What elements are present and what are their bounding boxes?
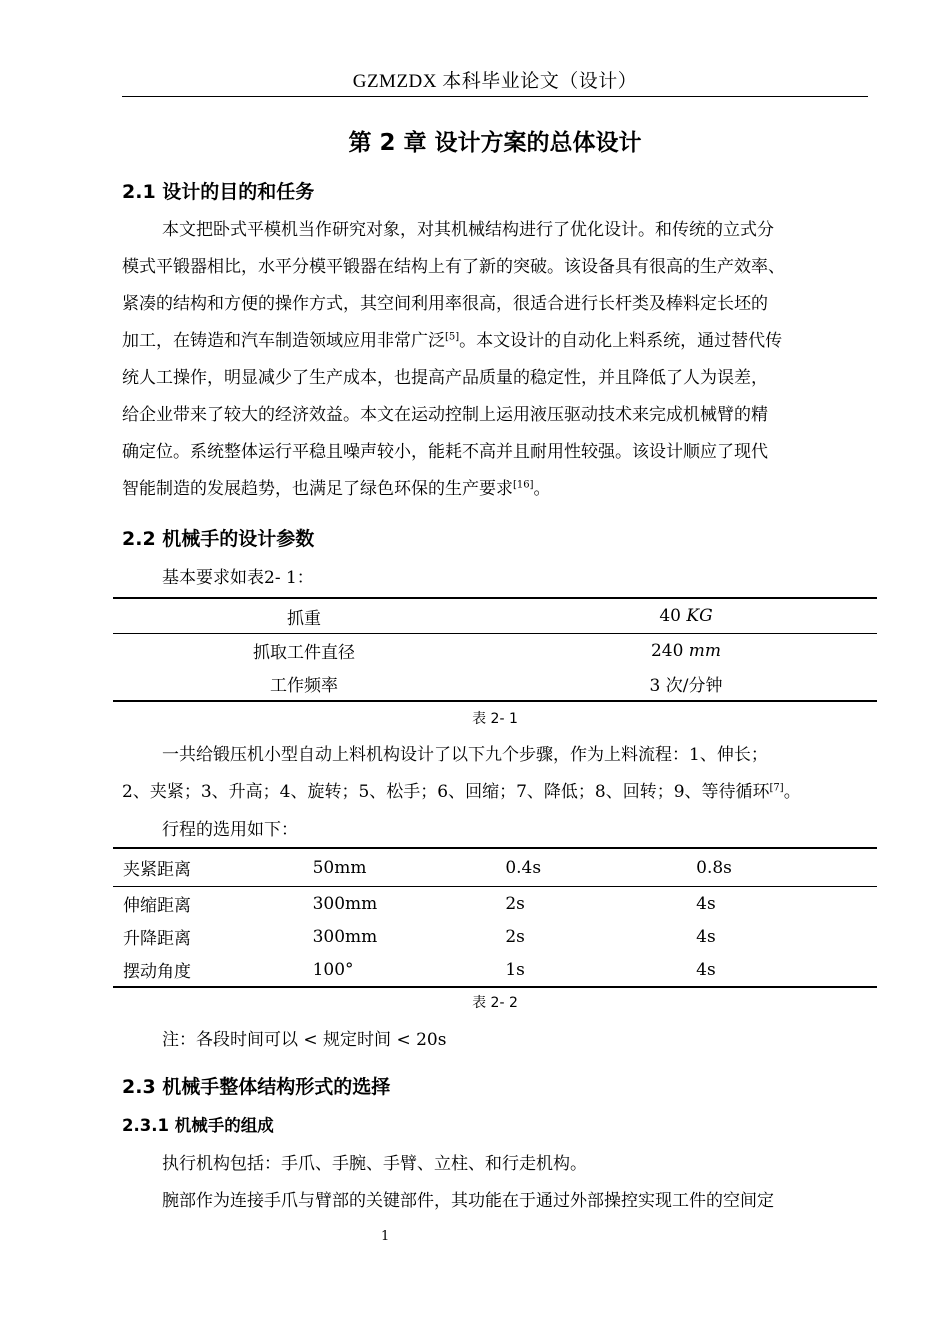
paragraph-line: 执行机构包括：手爪、手腕、手臂、立柱、和行走机构。 <box>162 1154 587 1174</box>
paragraph-line: 紧凑的结构和方便的操作方式，其空间利用率很高，很适合进行长杆类及棒料定长坯的 <box>122 294 768 314</box>
section-2-1-title: 2.1 设计的目的和任务 <box>122 181 315 203</box>
paragraph-line: 本文把卧式平模机当作研究对象，对其机械结构进行了优化设计。和传统的立式分 <box>162 220 774 240</box>
table-cell: 2s <box>505 926 525 947</box>
table-row <box>113 887 877 921</box>
table-caption: 表 2- 2 <box>472 995 518 1011</box>
chapter-title: 第 2 章 设计方案的总体设计 <box>348 130 642 156</box>
table-intro: 行程的选用如下： <box>162 820 298 840</box>
table-cell: 300mm <box>312 893 378 914</box>
subsection-2-3-1-title: 2.3.1 机械手的组成 <box>122 1116 274 1135</box>
paragraph-text: 。本文设计的自动化上料系统，通过替代传 <box>459 331 783 351</box>
table-cell: 4s <box>696 893 716 914</box>
table-cell: 抓重 <box>113 598 495 634</box>
table-cell: 4s <box>696 959 716 980</box>
paragraph-text: 智能制造的发展趋势，也满足了绿色环保的生产要求 <box>122 479 513 499</box>
table-cell: 伸缩距离 <box>123 896 191 916</box>
table-row <box>113 634 877 668</box>
paragraph-line: 一共给锻压机小型自动上料机构设计了以下九个步骤，作为上料流程：1、伸长； <box>162 745 768 765</box>
table-cell: 升降距离 <box>123 929 191 949</box>
paragraph-line: 确定位。系统整体运行平稳且噪声较小，能耗不高并且耐用性较强。该设计顺应了现代 <box>122 442 768 462</box>
table-row <box>113 920 877 953</box>
value: 240 <box>650 640 684 661</box>
table-cell: 1s <box>505 959 525 980</box>
table-row <box>113 953 877 987</box>
table-cell: 0.4s <box>495 848 686 887</box>
table-cell: 3 次/分钟 <box>649 676 723 696</box>
table-row <box>113 848 877 887</box>
table-cell: 抓取工件直径 <box>253 643 355 663</box>
paragraph-line: 腕部作为连接手爪与臂部的关键部件，其功能在于通过外部操控实现工件的空间定 <box>162 1191 774 1211</box>
table-cell <box>495 634 877 668</box>
table-cell: 50mm <box>303 848 496 887</box>
citation: [16] <box>513 479 534 491</box>
table-row <box>113 667 877 701</box>
header-divider <box>122 96 868 97</box>
table-intro: 基本要求如表2- 1： <box>162 568 314 588</box>
table-cell: 100° <box>312 959 354 980</box>
note: 注：各段时间可以 < 规定时间 < 20s <box>162 1030 447 1050</box>
value: 40 <box>659 606 681 626</box>
table-cell: 4s <box>696 926 716 947</box>
table-cell: 300mm <box>312 926 378 947</box>
table-cell: 0.8s <box>686 848 877 887</box>
unit: mm <box>688 640 722 661</box>
paragraph-line: 统人工操作，明显减少了生产成本，也提高产品质量的稳定性，并且降低了人为误差， <box>122 368 768 388</box>
unit: KG <box>686 606 713 626</box>
section-2-2-title: 2.2 机械手的设计参数 <box>122 528 315 550</box>
table-caption: 表 2- 1 <box>472 711 518 727</box>
table-cell: 工作频率 <box>270 676 338 696</box>
paragraph-line: 模式平锻器相比，水平分模平锻器在结构上有了新的突破。该设备具有很高的生产效率、 <box>122 257 785 277</box>
table-cell: 摆动角度 <box>123 962 191 982</box>
table-row <box>113 598 877 634</box>
paragraph-text: 。 <box>533 479 551 499</box>
stroke-table <box>113 847 877 988</box>
page-number: 1 <box>381 1229 390 1244</box>
paragraph-text: 2、夹紧；3、升高；4、旋转；5、松手；6、回缩；7、降低；8、回转；9、等待循环 <box>122 782 770 802</box>
paragraph-line <box>122 326 782 351</box>
section-2-3-title: 2.3 机械手整体结构形式的选择 <box>122 1076 391 1098</box>
paragraph-text: 加工，在铸造和汽车制造领域应用非常广泛 <box>122 331 445 351</box>
paragraph-line <box>122 777 801 802</box>
citation: [7] <box>769 782 784 794</box>
paragraph-line: 给企业带来了较大的经济效益。本文在运动控制上运用液压驱动技术来完成机械臂的精 <box>122 405 768 425</box>
requirements-table <box>113 597 877 702</box>
citation: [5] <box>445 331 460 343</box>
table-cell: 2s <box>505 893 525 914</box>
table-cell: 夹紧距离 <box>113 848 303 887</box>
paragraph-text: 。 <box>783 782 801 802</box>
page-header: GZMZDX 本科毕业论文（设计） <box>352 71 638 92</box>
paragraph-line <box>122 474 551 499</box>
table-cell <box>495 598 877 634</box>
